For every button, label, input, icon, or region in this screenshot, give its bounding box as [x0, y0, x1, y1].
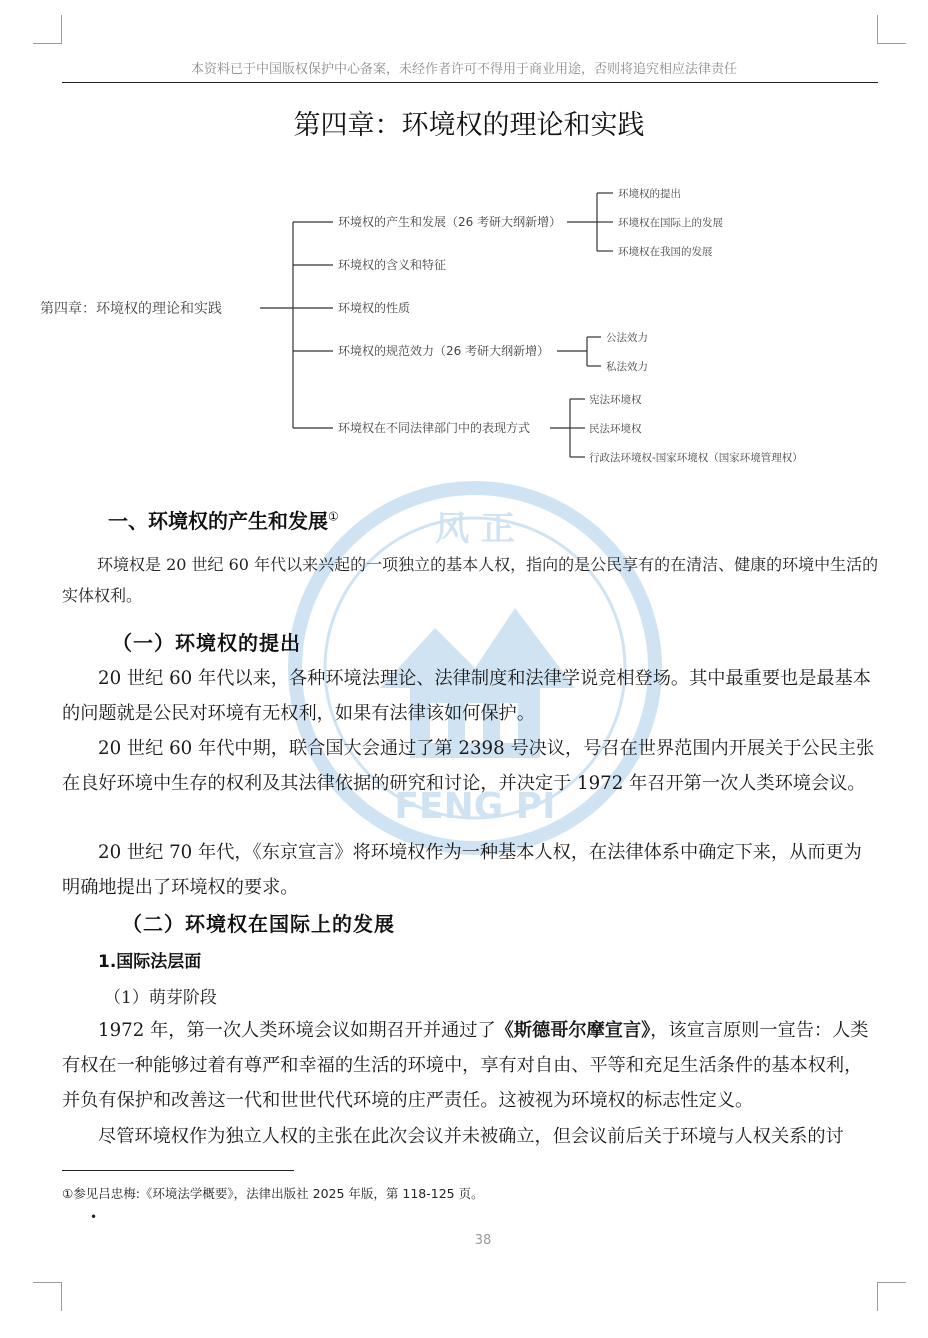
footnote-rule	[62, 1170, 294, 1171]
crop-mark-bottom-right	[877, 1282, 906, 1311]
subsubsection-heading: 1.国际法层面	[98, 952, 202, 972]
footnote: ①参见吕忠梅:《环境法学概要》，法律出版社 2025 年版，第 118-125 页。	[62, 1186, 484, 1201]
footnote-dot: •	[90, 1210, 98, 1224]
mindmap-branch: 环境权的规范效力（26 考研大纲新增）	[338, 344, 550, 358]
mindmap-leaf: 民法环境权	[589, 423, 642, 435]
mindmap-leaf: 环境权在我国的发展	[618, 246, 713, 258]
mindmap-leaf: 私法效力	[606, 361, 648, 373]
body-paragraph: 20 世纪 70 年代，《东京宣言》将环境权作为一种基本人权，在法律体系中确定下来，从而更为明确地提出了环境权的要求。	[62, 842, 862, 898]
crop-mark-top-left	[33, 15, 62, 44]
mindmap-leaf: 宪法环境权	[589, 394, 642, 406]
declaration-title: 《斯德哥尔摩宣言》	[495, 1020, 651, 1041]
mindmap-branch: 环境权的产生和发展（26 考研大纲新增）	[338, 215, 562, 229]
crop-mark-bottom-left	[33, 1282, 62, 1311]
mindmap-root: 第四章：环境权的理论和实践	[40, 301, 222, 317]
header-rule	[62, 82, 878, 83]
stage-heading: （1）萌芽阶段	[104, 988, 217, 1008]
chapter-title: 第四章：环境权的理论和实践	[293, 110, 645, 141]
watermark-text-bottom: FENG PI	[394, 786, 556, 827]
body-paragraph: 20 世纪 60 年代中期，联合国大会通过了第 2398 号决议，号召在世界范围内开展关于公民主张在良好环境中生存的权利及其法律依据的研究和讨论，并决定于 1972 年召开第一次人类环境会议。	[62, 738, 875, 794]
mindmap-leaf: 环境权的提出	[618, 188, 681, 200]
section-intro-paragraph: 环境权是 20 世纪 60 年代以来兴起的一项独立的基本人权，指向的是公民享有的在清洁、健康的环境中生活的实体权利。	[62, 555, 879, 605]
footnote-ref[interactable]: ①	[328, 509, 339, 524]
mindmap-leaf: 环境权在国际上的发展	[618, 217, 723, 229]
page-number: 38	[474, 1233, 492, 1248]
body-paragraph: 1972 年，第一次人类环境会议如期召开并通过了《斯德哥尔摩宣言》，该宣言原则一宣告：人类有权在一种能够过着有尊严和幸福的生活的环境中，享有对自由、平等和充足生活条件的基本权利，并负有保护和改善这一代和世世代代环境的庄严责任。这被视为环境权的标志性定义。	[62, 1020, 869, 1111]
copyright-header: 本资料已于中国版权保护中心备案，未经作者许可不得用于商业用途，否则将追究相应法律责任	[190, 62, 737, 77]
chapter-mindmap	[30, 180, 830, 470]
mindmap-branch: 环境权的含义和特征	[338, 258, 447, 272]
crop-mark-top-right	[877, 15, 906, 44]
subsection-heading: （一）环境权的提出	[112, 631, 301, 655]
mindmap-leaf: 行政法环境权-国家环境权（国家环境管理权）	[589, 452, 803, 464]
body-paragraph: 20 世纪 60 年代以来，各种环境法理论、法律制度和法律学说竞相登场。其中最重要也是最基本的问题就是公民对环境有无权利，如果有法律该如何保护。	[62, 668, 871, 724]
mindmap-leaf: 公法效力	[606, 332, 648, 344]
mindmap-branch: 环境权的性质	[338, 301, 411, 315]
section-heading: 一、环境权的产生和发展①	[108, 509, 339, 533]
subsection-heading: （二）环境权在国际上的发展	[122, 912, 395, 936]
body-paragraph: 尽管环境权作为独立人权的主张在此次会议并未被确立，但会议前后关于环境与人权关系的讨	[98, 1126, 844, 1147]
mindmap-branch: 环境权在不同法律部门中的表现方式	[338, 421, 531, 435]
watermark-text-top: 风 正	[435, 509, 515, 549]
